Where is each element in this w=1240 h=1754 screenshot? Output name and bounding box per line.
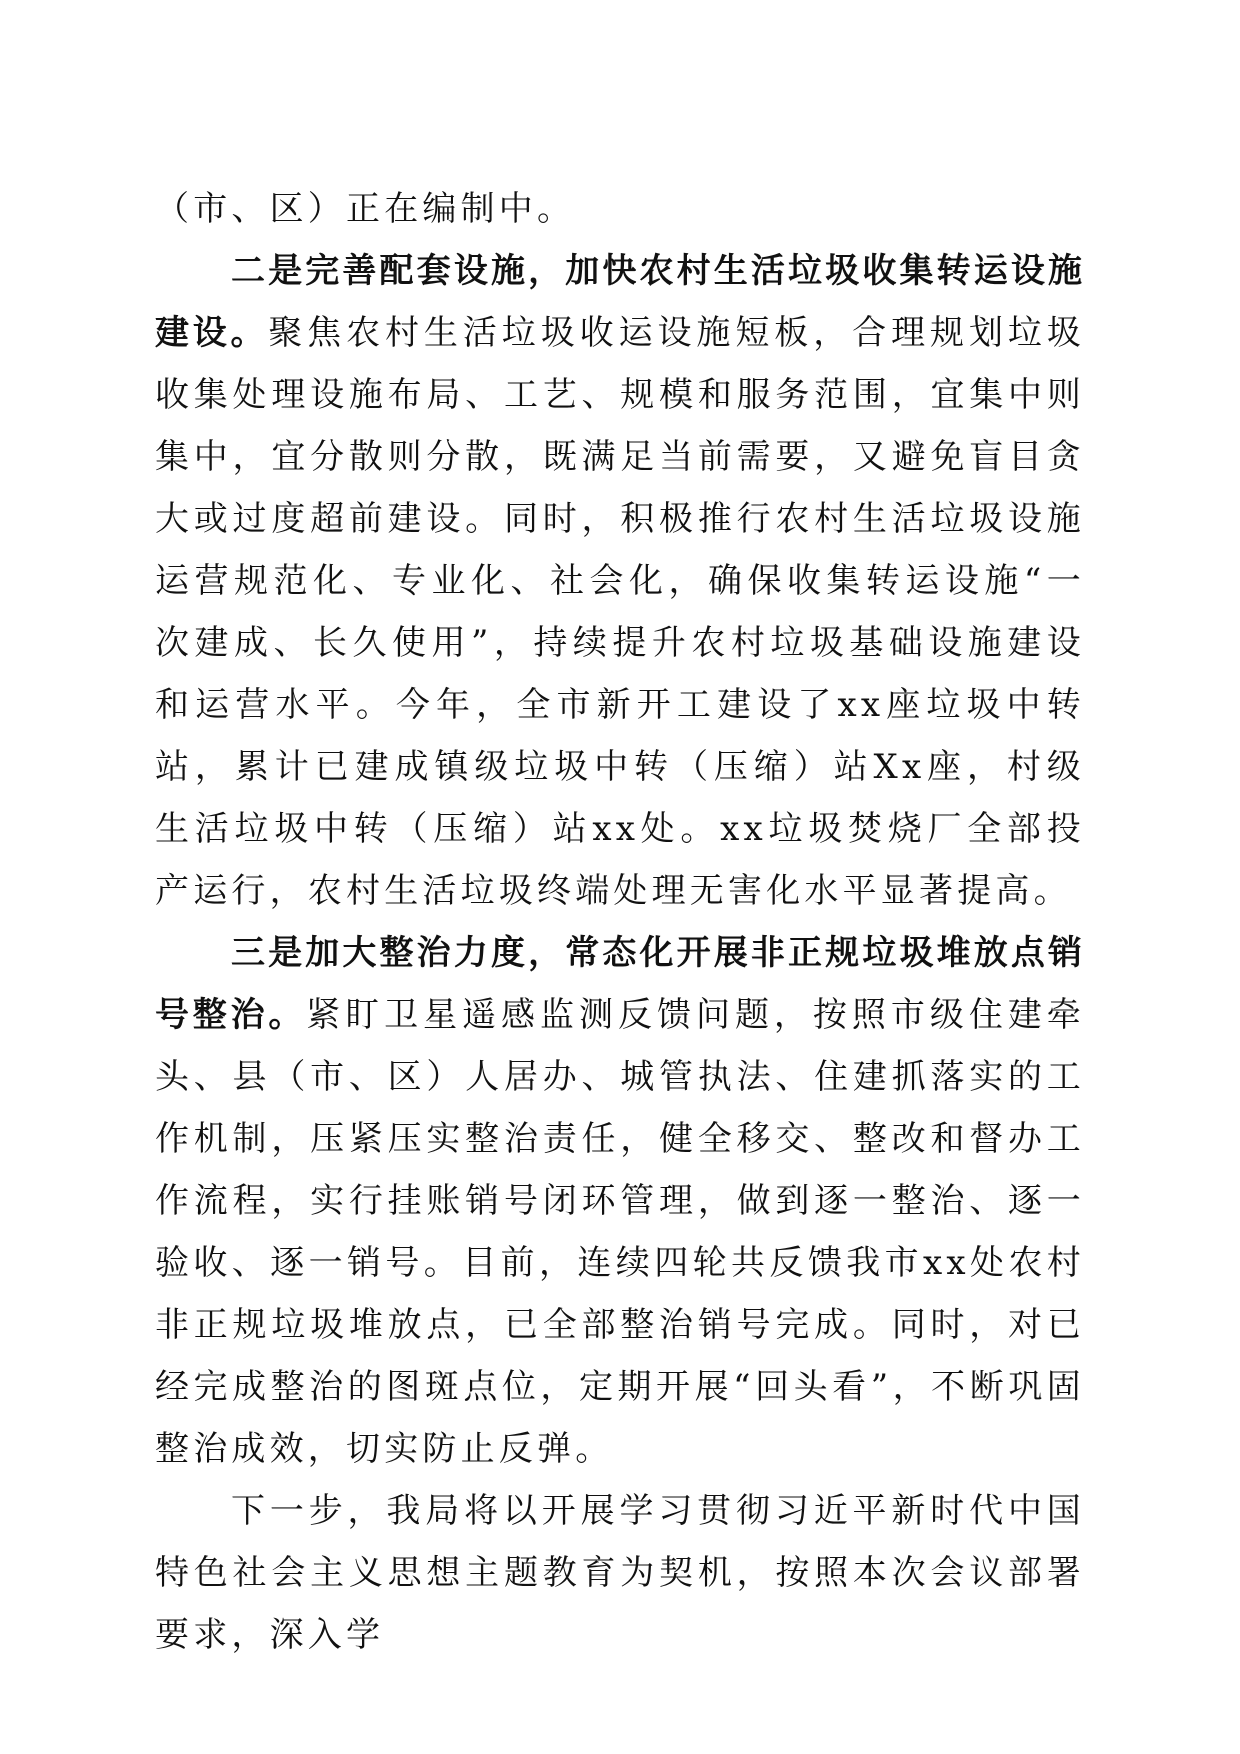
paragraph-text: 下一步，我局将以开展学习贯彻习近平新时代中国特色社会主义思想主题教育为契机，按照本次会议部署要求，深入学 bbox=[155, 1491, 1085, 1655]
paragraph-rectification bbox=[155, 922, 1085, 1480]
paragraph-next-steps bbox=[155, 1480, 1085, 1666]
paragraph-heading: 三是加大整治力度，常态化开展非正规垃圾堆放点销号整治。 bbox=[155, 933, 1085, 1035]
paragraph-text: 紧盯卫星遥感监测反馈问题，按照市级住建牵头、县（市、区）人居办、城管执法、住建抓落实的工作机制，压紧压实整治责任，健全移交、整改和督办工作流程，实行挂账销号闭环管理，做到逐一整治、逐一验收、逐一销号。目前，连续四轮共反馈我市xx处农村非正规垃圾堆放点，已全部整治销号完成。同时，对已经完成整治的图斑点位，定期开展“回头看”，不断巩固整治成效，切实防止反弹。 bbox=[155, 995, 1086, 1469]
paragraph-heading: 二是完善配套设施，加快农村生活垃圾收集转运设施建设。 bbox=[155, 251, 1085, 353]
paragraph-facilities bbox=[155, 240, 1085, 922]
paragraph-text: 聚焦农村生活垃圾收运设施短板，合理规划垃圾收集处理设施布局、工艺、规模和服务范围，宜集中则集中，宜分散则分散，既满足当前需要，又避免盲目贪大或过度超前建设。同时，积极推行农村生活垃圾设施运营规范化、专业化、社会化，确保收集转运设施“一次建成、长久使用”，持续提升农村垃圾基础设施建设和运营水平。今年，全市新开工建设了xx座垃圾中转站，累计已建成镇级垃圾中转（压缩）站Xx座，村级生活垃圾中转（压缩）站xx处。xx垃圾焚烧厂全部投产运行，农村生活垃圾终端处理无害化水平显著提高。 bbox=[155, 313, 1086, 911]
paragraph-continuation bbox=[155, 178, 1085, 240]
document-body bbox=[155, 178, 1085, 1666]
paragraph-text: （市、区）正在编制中。 bbox=[155, 189, 576, 229]
